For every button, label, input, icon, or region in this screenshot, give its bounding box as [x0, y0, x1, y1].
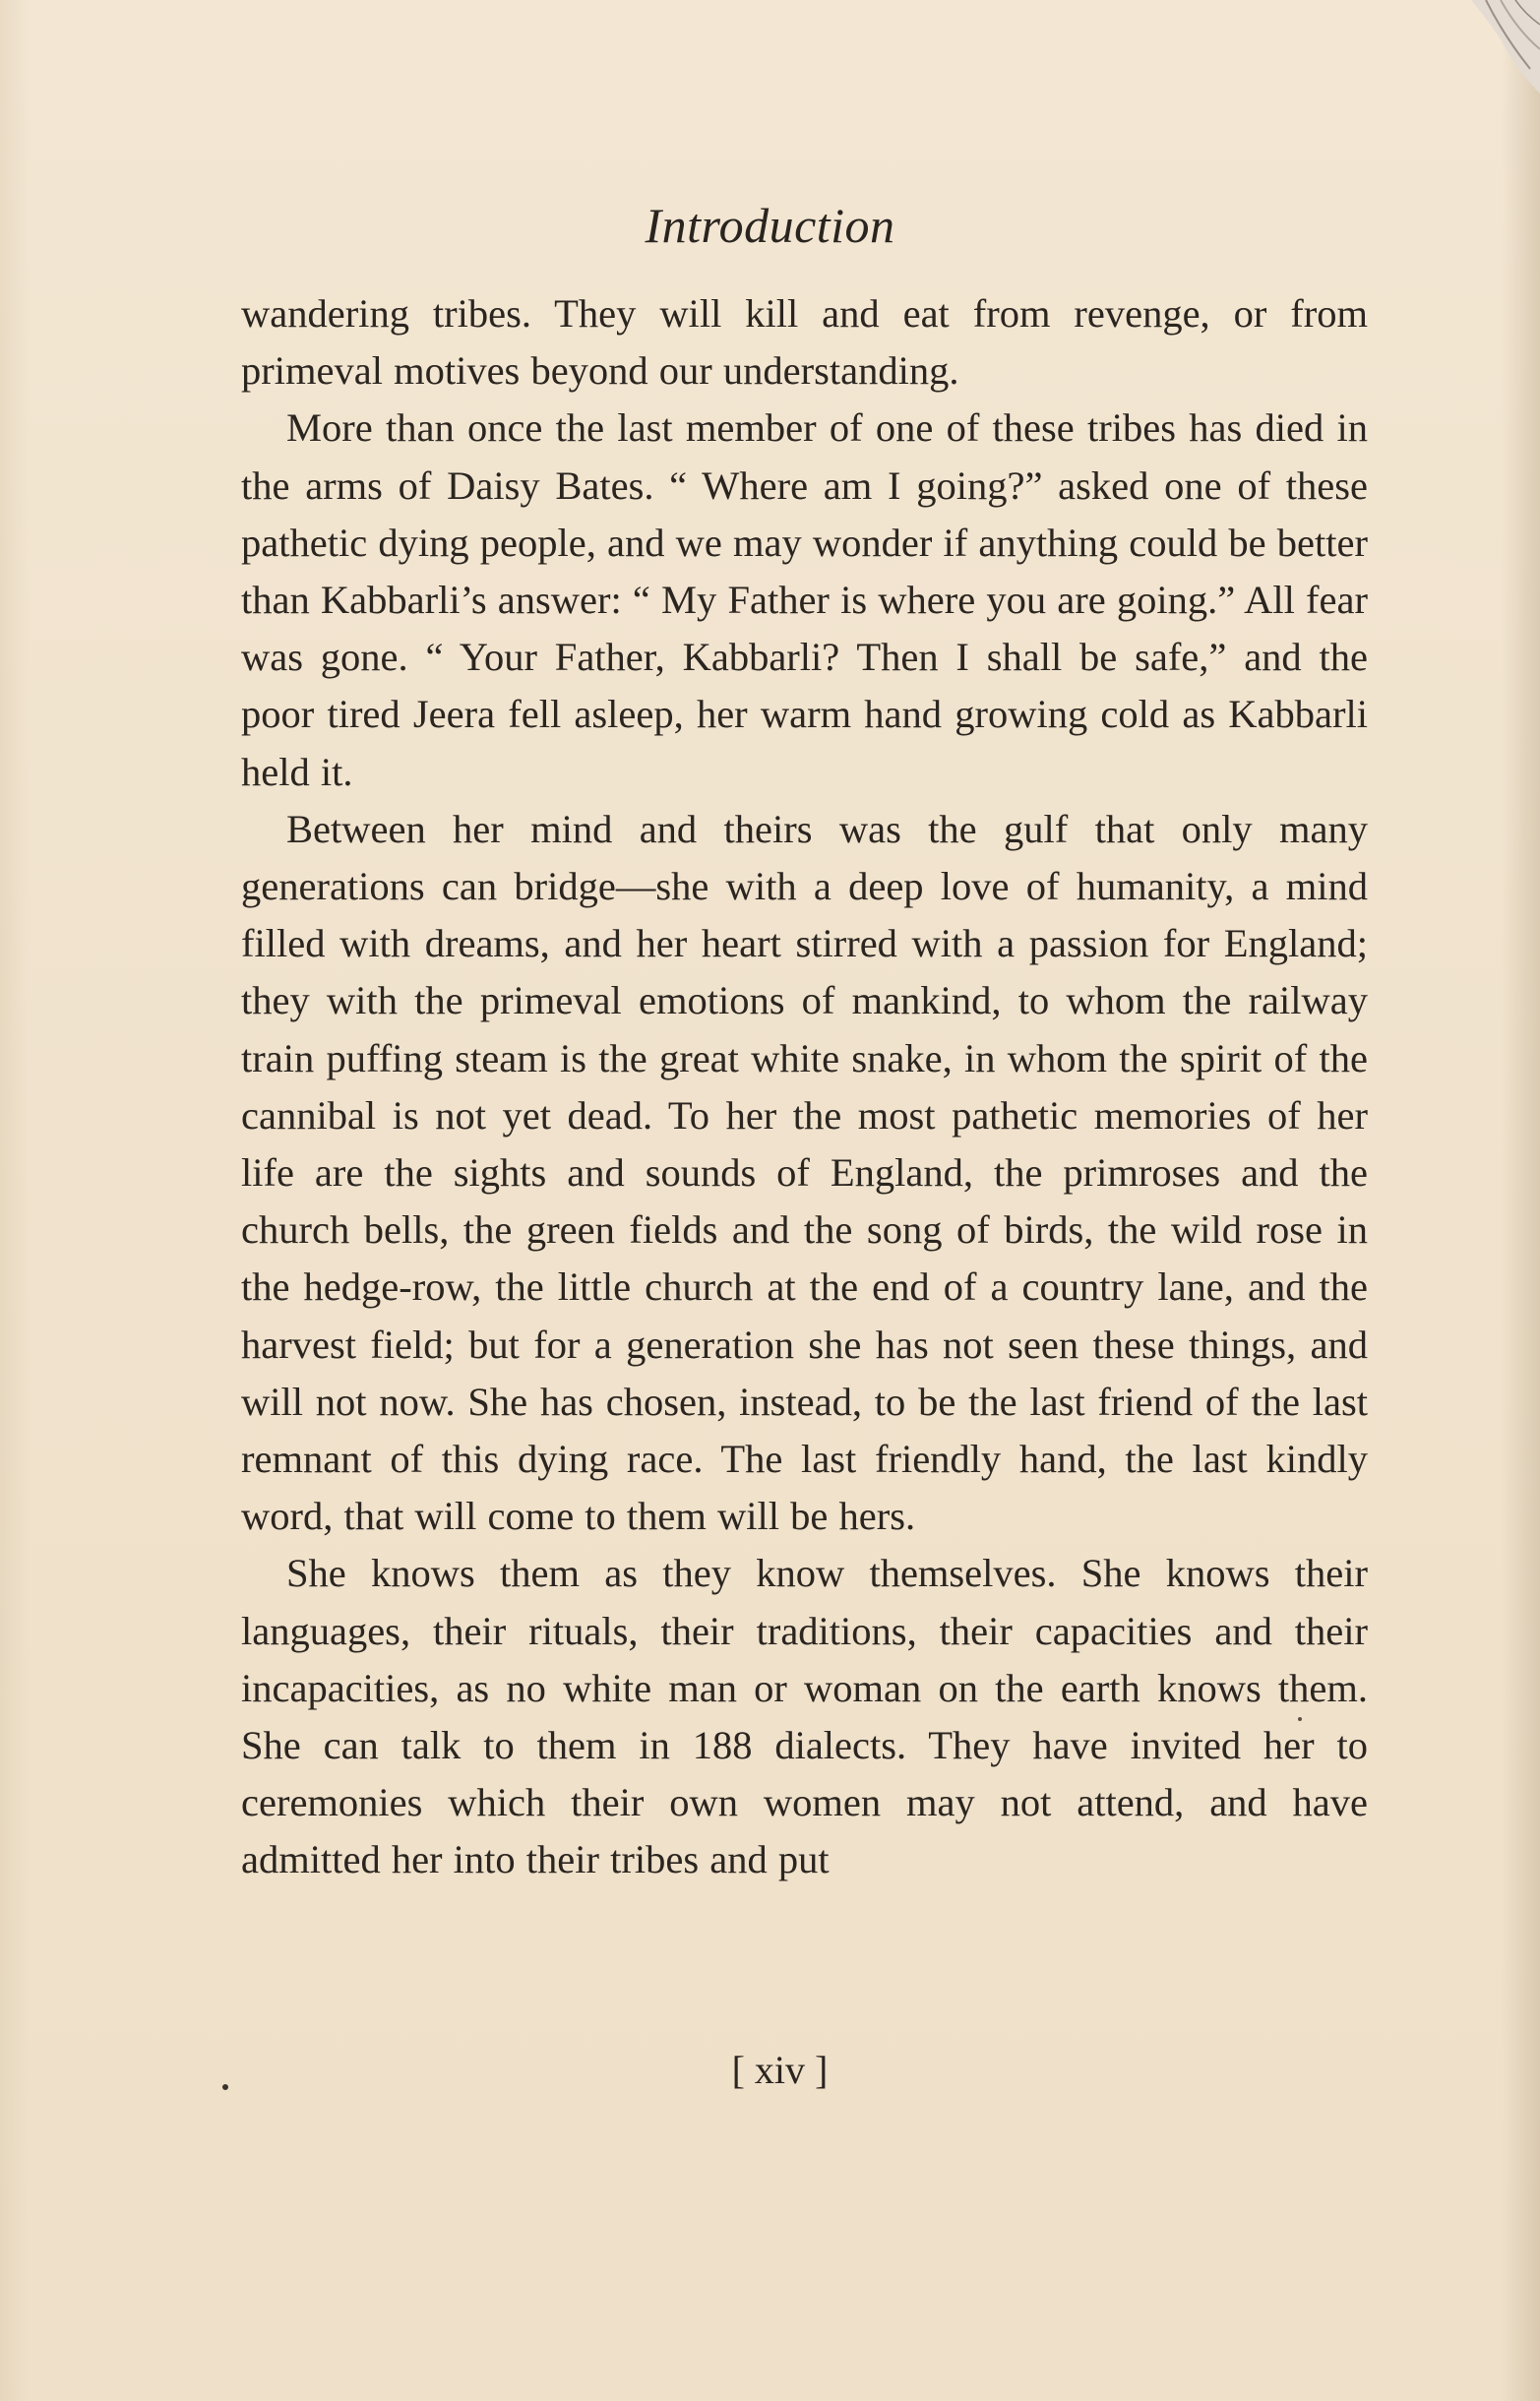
body-text — [241, 285, 1368, 1889]
page-number: [ xiv ] — [731, 2048, 829, 2092]
ink-speck — [1298, 1717, 1302, 1721]
page-corner-wear — [1432, 0, 1540, 108]
running-head: Introduction — [645, 198, 895, 253]
paragraph: More than once the last member of one of these tribes has died in the arms of Daisy Bates. “ Where am I going?” asked one of these pathetic dying people, and we may wonder if anything could be better than Kabbarli’s answer: “ My Father is where you are going.” All fear was gone. “ Your Father, Kabbarli? Then I shall be safe,” and the poor tired Jeera fell asleep, her warm hand growing cold as Kabbarli held it. — [241, 405, 1368, 794]
paragraph: Between her mind and theirs was the gulf that only many generations can bridge—she with a deep love of humanity, a mind filled with dreams, and her heart stirred with a passion for England; they with the primeval emotions of mankind, to whom the railway train puffing steam is the great white snake, in whom the spirit of the cannibal is not yet dead. To her the most pathetic memories of her life are the sights and sounds of England, the primroses and the church bells, the green fields and the song of birds, the wild rose in the hedge-row, the little church at the end of a country lane, and the harvest field; but for a generation she has not seen these things, and will not now. She has chosen, instead, to be the last friend of the last remnant of this dying race. The last friendly hand, the last kindly word, that will come to them will be hers. — [241, 806, 1368, 1539]
paragraph: She knows them as they know themselves. She knows their languages, their rituals, their traditions, their capacities and their incapacities, as no white man or woman on the earth knows them. She can talk to them in 188 dialects. They have invited her to ceremonies which their own women may not attend, and have admitted her into their tribes and put — [241, 1551, 1368, 1882]
paragraph-continued: wandering tribes. They will kill and eat from revenge, or from primeval motives beyond our understanding. — [241, 291, 1368, 394]
